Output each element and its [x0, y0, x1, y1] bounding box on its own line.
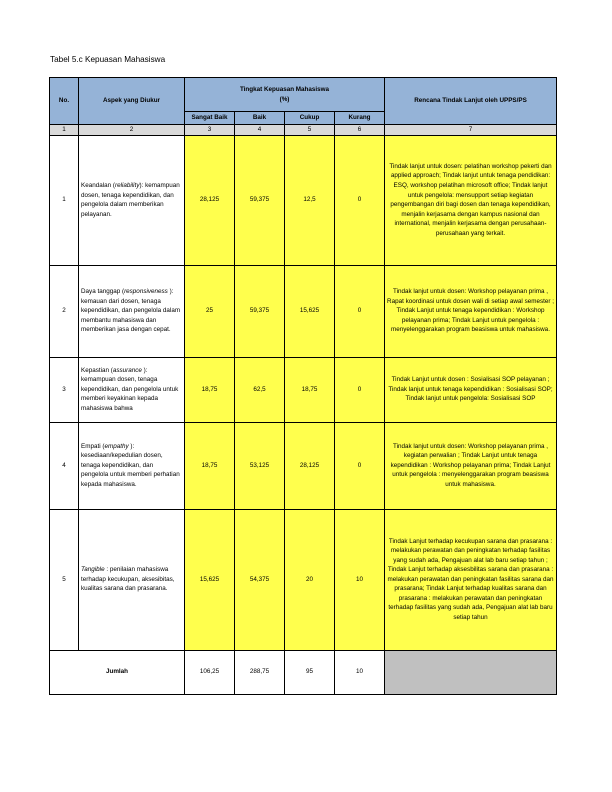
header-rencana: Rencana Tindak Lanjut oleh UPPS/PS [385, 78, 557, 125]
value-cukup: 18,75 [285, 357, 335, 422]
total-row [50, 650, 557, 694]
value-kurang: 0 [335, 357, 385, 422]
value-sangat-baik: 15,625 [185, 509, 235, 650]
total-baik: 288,75 [235, 650, 285, 694]
aspek-description: : penilaian mahasiswa terhadap kecukupan, aksesibitas, kualitas sarana dan prasarana. [81, 566, 175, 593]
table-row [50, 422, 557, 509]
row-aspek [79, 135, 185, 265]
aspek-description: ): kemampuan dosen, tenaga kependidikan, dan pengelola untuk memberi keyakinan kepada mahasiswa bahwa [81, 366, 179, 412]
value-baik: 53,125 [235, 422, 285, 509]
aspek-description: ): kemauan dari dosen, tenaga kependidikan, dan pengelola dalam membantu mahasiswa dan memberikan jasa dengan cepat. [81, 288, 181, 334]
row-aspek [79, 265, 185, 357]
value-cukup: 20 [285, 509, 335, 650]
aspek-term: Keandalan ( [81, 181, 115, 189]
rencana-tindak-lanjut: Tindak lanjut untuk dosen: pelatihan workshop pekerti dan applied approach; Tindak lanjut untuk tenaga pendidikan: ESQ, workshop pelatihan microsoft office; Tindak lanjut untuk pengelola: mensupport setiap kegiatan pengembangan diri bagi dosen dan tenaga kependidikan, menjalin kerjasama dengan kampus nasional dan international, menjalin kerjasama dengan perusahaan-perusahaan yang terkait. [385, 135, 557, 265]
value-cukup: 28,125 [285, 422, 335, 509]
column-number: 2 [79, 125, 185, 136]
total-label: Jumlah [50, 650, 185, 694]
aspek-italic: empathy [104, 442, 129, 450]
row-aspek [79, 422, 185, 509]
header-kurang: Kurang [335, 112, 385, 125]
header-tingkat-title: Tingkat Kepuasan Mahasiswa [239, 85, 330, 93]
value-kurang: 0 [335, 422, 385, 509]
column-number: 3 [185, 125, 235, 136]
column-number: 1 [50, 125, 79, 136]
header-row-1 [50, 78, 557, 112]
column-number: 6 [335, 125, 385, 136]
rencana-tindak-lanjut: Tindak lanjut untuk dosen: Workshop pelayanan prima , Rapat koordinasi untuk dosen wali di setiap awal semester ; Tindak Lanjut untuk tenaga kependidikan : Workshop pelayanan prima; Tindak Lanjut untuk pengelola : menyelenggarakan program beasiswa untuk mahasiswa. [385, 265, 557, 357]
rencana-tindak-lanjut: Tindak lanjut untuk dosen: Workshop pelayanan prima , kegiatan perwalian ; Tindak Lanjut untuk tenaga kependidikan : Workshop pelayanan prima; Tindak Lanjut untuk pengelola : menyelenggarakan program beasiswa untuk mahasiswa. [385, 422, 557, 509]
aspek-italic: responsiveness [124, 288, 168, 296]
value-kurang: 0 [335, 265, 385, 357]
total-sangat-baik: 106,25 [185, 650, 235, 694]
header-no: No. [50, 78, 79, 125]
value-sangat-baik: 28,125 [185, 135, 235, 265]
row-aspek [79, 357, 185, 422]
header-baik: Baik [235, 112, 285, 125]
table-row [50, 509, 557, 650]
aspek-description: ): kemampuan dosen, tenaga kependidikan, dan pengelola dalam memberikan pelayanan. [81, 181, 180, 218]
value-baik: 59,375 [235, 135, 285, 265]
aspek-term: Empati ( [81, 442, 105, 450]
value-sangat-baik: 18,75 [185, 357, 235, 422]
column-number: 4 [235, 125, 285, 136]
row-no: 2 [50, 265, 79, 357]
aspek-term: Daya tanggap ( [81, 288, 125, 296]
value-kurang: 10 [335, 509, 385, 650]
rencana-tindak-lanjut: Tindak Lanjut untuk dosen : Sosialisasi SOP pelayanan ; Tindak lanjut untuk tenaga kependidikan : Sosialisasi SOP; Tindak lanjut untuk pengelola: Sosialisasi SOP [385, 357, 557, 422]
column-number: 7 [385, 125, 557, 136]
aspek-italic: Tangible [81, 566, 105, 574]
aspek-italic: assurance [112, 366, 142, 374]
column-number: 5 [285, 125, 335, 136]
value-baik: 62,5 [235, 357, 285, 422]
table-caption: Tabel 5.c Kepuasan Mahasiswa [50, 55, 166, 64]
row-aspek [79, 509, 185, 650]
total-rencana-empty [385, 650, 557, 694]
table-row [50, 357, 557, 422]
row-no: 4 [50, 422, 79, 509]
table-row [50, 135, 557, 265]
header-cukup: Cukup [285, 112, 335, 125]
value-sangat-baik: 18,75 [185, 422, 235, 509]
total-kurang: 10 [335, 650, 385, 694]
value-sangat-baik: 25 [185, 265, 235, 357]
value-baik: 59,375 [235, 265, 285, 357]
header-tingkat-unit: (%) [279, 95, 290, 103]
value-cukup: 12,5 [285, 135, 335, 265]
rencana-tindak-lanjut: Tindak Lanjut terhadap kecukupan sarana dan prasarana : melakukan perawatan dan peningkatan terhadap fasilitas yang sudah ada, Pengajuan alat lab baru setiap tahun ; Tindak Lanjut terhadap aksesbilitas sarana dan prasarana : melakukan perawatan dan peningkatan fasilitas sarana dan prasarana; Tindak Lanjut terhadap kualitas sarana dan prasarana : melakukan perawatan dan peningkatan terhadap fasilitas yang sudah ada, Pengajuan alat lab baru setiap tahun [385, 509, 557, 650]
header-tingkat [185, 78, 385, 112]
value-kurang: 0 [335, 135, 385, 265]
row-no: 5 [50, 509, 79, 650]
satisfaction-table [49, 77, 557, 695]
value-cukup: 15,625 [285, 265, 335, 357]
value-baik: 54,375 [235, 509, 285, 650]
header-sangat-baik: Sangat Baik [185, 112, 235, 125]
total-cukup: 95 [285, 650, 335, 694]
column-number-row [50, 125, 557, 136]
table-row [50, 265, 557, 357]
aspek-italic: reliability [114, 181, 140, 189]
aspek-term: Kepastian ( [81, 366, 113, 374]
row-no: 3 [50, 357, 79, 422]
header-aspek: Aspek yang Diukur [79, 78, 185, 125]
aspek-description: ): kesediaan/kepedulian dosen, tenaga kependidikan, dan pengelola untuk memberi perhatian kepada mahasiswa. [81, 442, 180, 488]
row-no: 1 [50, 135, 79, 265]
